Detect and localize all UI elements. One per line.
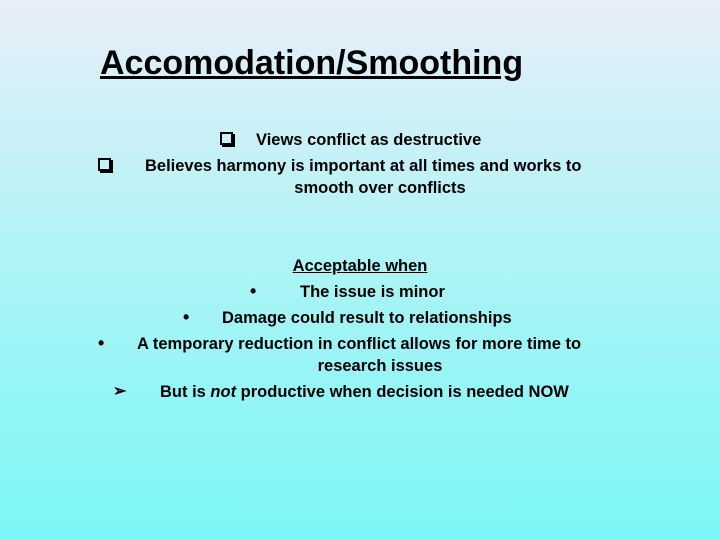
- dot-bullet-icon: •: [250, 281, 257, 301]
- point-believes-harmony-line1: Believes harmony is important at all times and works to: [145, 157, 582, 175]
- point-believes-harmony-line2: smooth over conflicts: [294, 179, 466, 197]
- acceptable-heading: Acceptable when: [292, 257, 428, 275]
- final-point-prefix: But is: [160, 383, 211, 401]
- dot-bullet-icon: •: [183, 307, 190, 327]
- arrow-bullet-icon: ➢: [113, 383, 127, 400]
- final-point: [160, 381, 569, 403]
- point-views-conflict: Views conflict as destructive: [256, 131, 482, 149]
- acceptable-item-damage: Damage could result to relationships: [222, 309, 512, 327]
- final-point-suffix: productive when decision is needed NOW: [236, 383, 569, 401]
- acceptable-item-temporary-line1: A temporary reduction in conflict allows for more time to: [137, 335, 582, 353]
- square-bullet-icon: [98, 155, 111, 177]
- acceptable-item-temporary-line2: research issues: [317, 357, 443, 375]
- slide-title: Accomodation/Smoothing: [100, 44, 524, 82]
- square-bullet-icon: [220, 129, 233, 151]
- dot-bullet-icon: •: [98, 333, 105, 353]
- final-point-emphasis: not: [210, 383, 237, 401]
- acceptable-item-minor: The issue is minor: [300, 283, 445, 301]
